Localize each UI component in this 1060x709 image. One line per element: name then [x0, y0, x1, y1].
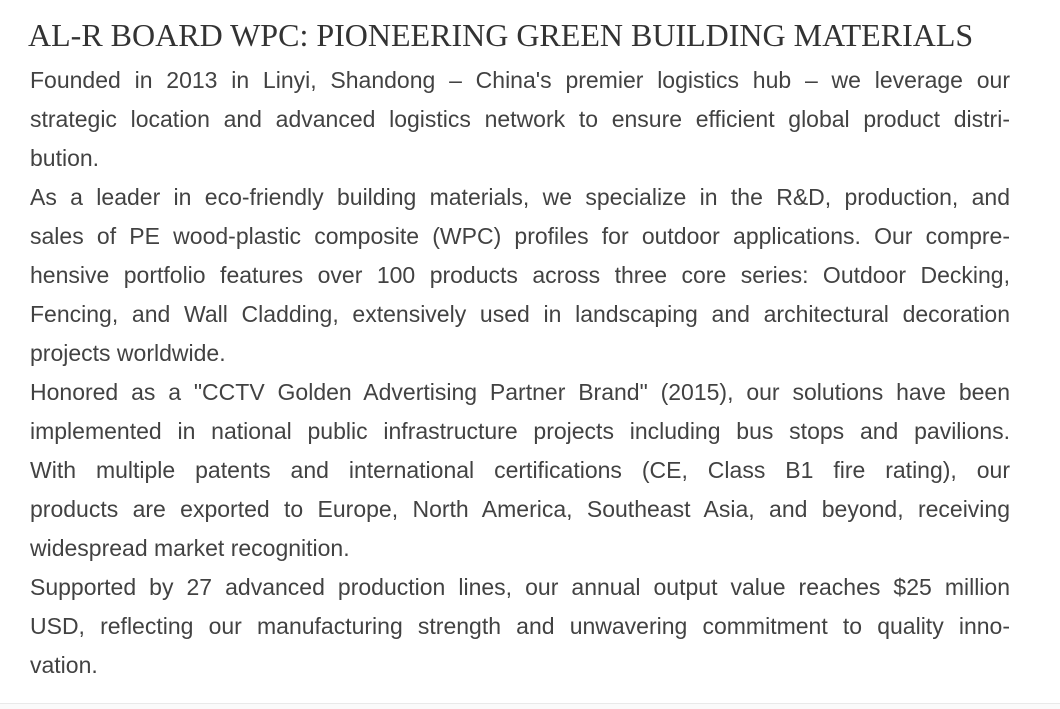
paragraph-line: sales of PE wood-plastic composite (WPC) profiles for outdoor applications. Our compre- [30, 223, 1010, 249]
paragraph-line: products are exported to Europe, North America, Southeast Asia, and beyond, receiving [30, 496, 1010, 522]
paragraph-line: With multiple patents and international certifications (CE, Class B1 fire rating), our [30, 457, 1010, 483]
article-body [30, 61, 1010, 685]
paragraph-line: vation. [30, 652, 98, 678]
paragraph-line: USD, reflecting our manufacturing strength and unwavering commitment to quality inno- [30, 613, 1010, 639]
paragraph-capacity [30, 568, 1010, 685]
paragraph-line: widespread market recognition. [30, 535, 350, 561]
paragraph-line: Honored as a "CCTV Golden Advertising Partner Brand" (2015), our solutions have been [30, 379, 1010, 405]
paragraph-line: As a leader in eco-friendly building materials, we specialize in the R&D, production, and [30, 184, 1010, 210]
page-title: AL-R BOARD WPC: PIONEERING GREEN BUILDING MATERIALS [28, 17, 974, 53]
paragraph-line: Fencing, and Wall Cladding, extensively used in landscaping and architectural decoration [30, 301, 1010, 327]
paragraph-honors [30, 373, 1010, 568]
paragraph-line: bution. [30, 145, 100, 171]
paragraph-founding [30, 61, 1010, 178]
next-section-edge [0, 704, 1060, 709]
paragraph-line: hensive portfolio features over 100 products across three core series: Outdoor Decking, [30, 262, 1010, 288]
paragraph-line: Founded in 2013 in Linyi, Shandong – China's premier logistics hub – we leverage our [30, 67, 1010, 93]
paragraph-line: Supported by 27 advanced production lines, our annual output value reaches $25 million [30, 574, 1010, 600]
paragraph-line: projects worldwide. [30, 340, 226, 366]
paragraph-line: implemented in national public infrastructure projects including bus stops and pavilions. [30, 418, 1010, 444]
paragraph-line: strategic location and advanced logistics network to ensure efficient global product distri- [30, 106, 1010, 132]
paragraph-products [30, 178, 1010, 373]
